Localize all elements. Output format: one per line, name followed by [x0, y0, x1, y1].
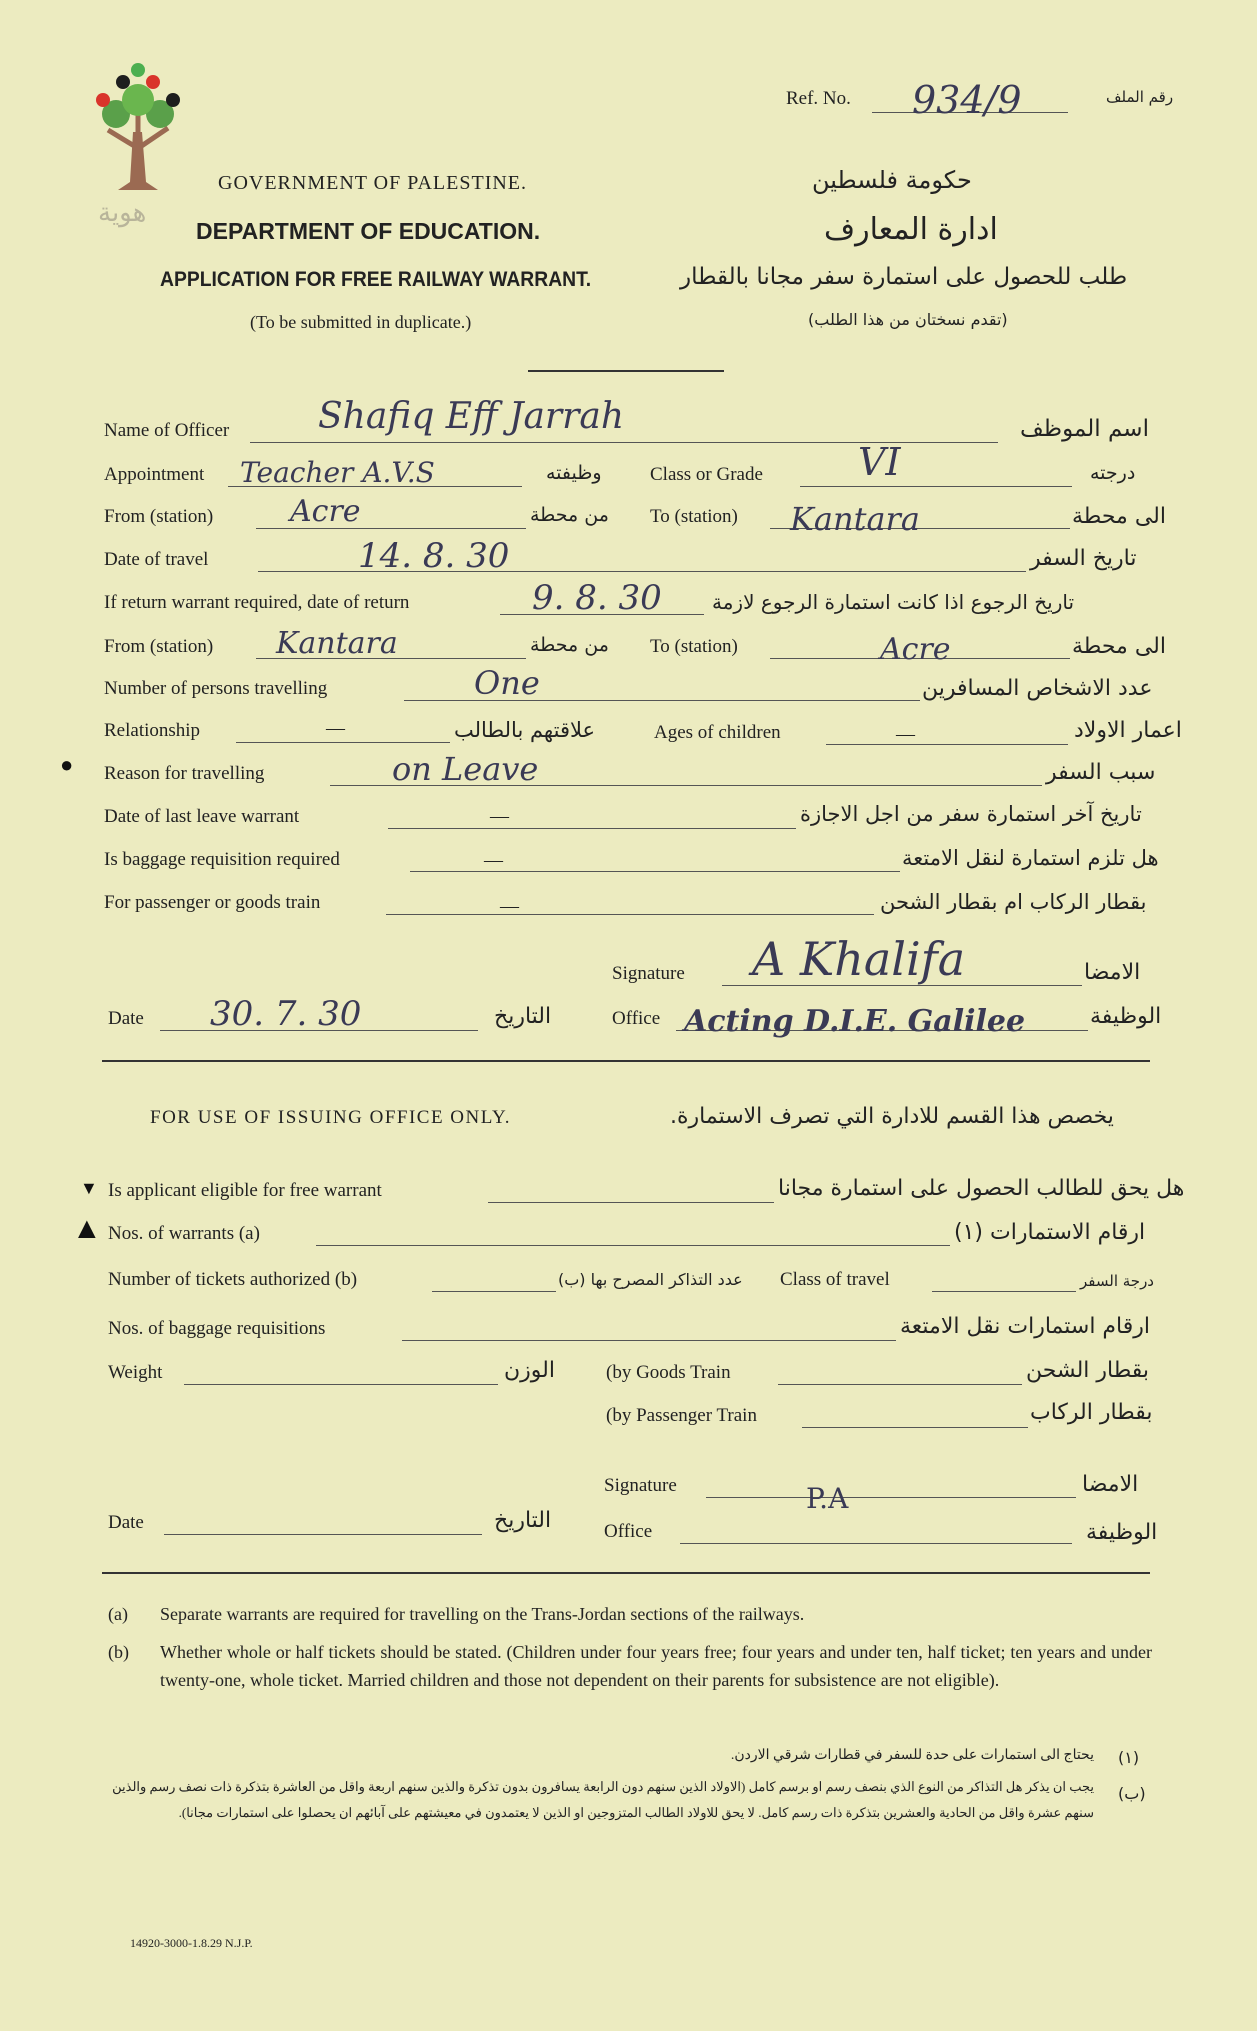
hawiya-logo [78, 52, 198, 192]
appointment-value: Teacher A.V.S [240, 456, 435, 489]
persons-value: One [474, 664, 540, 702]
note-a-text: Separate warrants are required for travelling on the Trans-Jordan sections of the railways. [160, 1604, 805, 1624]
form-title-ar: طلب للحصول على استمارة سفر مجانا بالقطار [680, 264, 1128, 290]
return-label: If return warrant required, date of return [104, 592, 410, 613]
form-title: APPLICATION FOR FREE RAILWAY WARRANT. [160, 268, 592, 291]
date-value: 30. 7. 30 [210, 994, 362, 1034]
from1-value: Acre [290, 494, 361, 529]
name-value: Shafiq Eff Jarrah [318, 396, 624, 437]
to1-value: Kantara [790, 500, 920, 538]
signature-label: Signature [612, 963, 685, 984]
last-leave-label-ar: تاريخ آخر استمارة سفر من اجل الاجازة [800, 802, 1142, 826]
class-value: VI [858, 440, 901, 484]
from1-label: From (station) [104, 506, 214, 527]
office-label-ar: الوظيفة [1090, 1004, 1162, 1029]
baggage-value: — [484, 850, 503, 871]
date-travel-label: Date of travel [104, 549, 209, 570]
logo-caption: هوية [98, 198, 147, 228]
class-label-ar: درجته [1090, 462, 1136, 484]
note-a-marker: (a) [108, 1604, 128, 1624]
ages-value: — [896, 724, 915, 745]
signature-value: A Khalifa [752, 932, 966, 986]
appointment-label: Appointment [104, 464, 205, 485]
name-label: Name of Officer [104, 420, 230, 441]
train-label-ar: بقطار الركاب ام بقطار الشحن [880, 890, 1147, 914]
relationship-label: Relationship [104, 720, 201, 741]
from2-label-ar: من محطة [530, 634, 609, 656]
date-label: Date [108, 1008, 144, 1029]
train-value: — [500, 896, 519, 917]
last-leave-value: — [490, 806, 509, 827]
eligible-label: Is applicant eligible for free warrant [108, 1180, 382, 1201]
note-b-text-ar: يجب ان يذكر هل التذاكر من النوع الذي بنصف رسم او برسم كامل (الاولاد الذين سنهم دون الرابعة يسافرون بدون تذكرة والذين سنهم اربعة واقل من العاشرة بتذكرة ذات نصف رسم والذين سنهم عشرة واقل من الحادية والعشرين بتذكرة ذات رسم كامل. لا يحق للاولاد الطالب المتزوجين او الذين لا يعتمدون في معيشتهم على آبائهم ان يحصلوا على استمارات مجانا). [112, 1779, 1094, 1820]
issuing-office-mark: P.A [806, 1482, 849, 1515]
relationship-value: — [326, 718, 345, 739]
office-value: Acting D.I.E. Galilee [684, 1004, 1026, 1039]
to2-label: To (station) [650, 636, 738, 657]
baggage-req-label-ar: ارقام استمارات نقل الامتعة [900, 1314, 1151, 1339]
eligible-label-ar: هل يحق للطالب الحصول على استمارة مجانا [778, 1176, 1185, 1201]
last-leave-label: Date of last leave warrant [104, 806, 300, 827]
hole-mark: ▼ [80, 1178, 98, 1198]
to2-value: Acre [880, 632, 951, 667]
ref-value: 934/9 [912, 78, 1022, 122]
class-travel-label-ar: درجة السفر [1080, 1272, 1154, 1290]
note-a-text-ar: يحتاج الى استمارات على حدة للسفر في قطارات شرقي الاردن. [730, 1748, 1094, 1763]
gov-title: GOVERNMENT OF PALESTINE. [218, 172, 528, 194]
return-label-ar: تاريخ الرجوع اذا كانت استمارة الرجوع لازمة [712, 590, 1075, 614]
issuing-date-label-ar: التاريخ [494, 1508, 552, 1533]
issuing-office-label: Office [604, 1521, 653, 1542]
issuing-title: FOR USE OF ISSUING OFFICE ONLY. [150, 1107, 511, 1128]
issuing-date-label: Date [108, 1512, 144, 1533]
goods-train-label: (by Goods Train [606, 1362, 731, 1383]
gov-title-ar: حكومة فلسطين [812, 166, 972, 194]
tickets-label-ar: عدد التذاكر المصرح بها (ب) [558, 1270, 743, 1289]
date-label-ar: التاريخ [494, 1004, 552, 1029]
date-travel-value: 14. 8. 30 [358, 536, 510, 576]
passenger-train-label-ar: بقطار الركاب [1030, 1400, 1153, 1425]
signature-label-ar: الامضا [1084, 960, 1141, 985]
issuing-title-ar: يخصص هذا القسم للادارة التي تصرف الاستمارة. [670, 1104, 1114, 1129]
issuing-office-label-ar: الوظيفة [1086, 1520, 1158, 1545]
dept-title: DEPARTMENT OF EDUCATION. [196, 218, 541, 244]
ref-label-ar: رقم الملف [1106, 88, 1174, 106]
ages-label-ar: اعمار الاولاد [1074, 718, 1182, 743]
form-subtitle-ar: (تقدم نسختان من هذا الطلب) [808, 310, 1008, 329]
weight-label: Weight [108, 1362, 163, 1383]
from2-label: From (station) [104, 636, 214, 657]
note-b-text: Whether whole or half tickets should be stated. (Children under four years free; four years and under ten, half ticket; ten years and under twenty-one, whole ticket. Married children and those not dependent on their parents for subsistence are not eligible). [160, 1642, 1152, 1690]
from1-label-ar: من محطة [530, 504, 609, 526]
issuing-signature-label-ar: الامضا [1082, 1472, 1139, 1497]
note-b-marker: (b) [108, 1642, 129, 1662]
warrants-label: Nos. of warrants (a) [108, 1223, 260, 1244]
hole-mark: ● [60, 752, 74, 777]
to2-label-ar: الى محطة [1072, 634, 1166, 659]
form-subtitle: (To be submitted in duplicate.) [250, 312, 472, 332]
return-value: 9. 8. 30 [532, 578, 662, 618]
note-a-marker-ar: (١) [1118, 1748, 1140, 1767]
baggage-label: Is baggage requisition required [104, 849, 340, 870]
reason-label-ar: سبب السفر [1046, 760, 1156, 785]
goods-train-label-ar: بقطار الشحن [1026, 1358, 1150, 1383]
print-code: 14920-3000-1.8.29 N.J.P. [130, 1936, 253, 1950]
relationship-label-ar: علاقتهم بالطالب [454, 718, 596, 742]
note-b-marker-ar: (ب) [1118, 1784, 1146, 1803]
to1-label-ar: الى محطة [1072, 504, 1166, 529]
class-label: Class or Grade [650, 464, 763, 485]
baggage-label-ar: هل تلزم استمارة لنقل الامتعة [902, 846, 1159, 870]
issuing-signature-label: Signature [604, 1475, 677, 1496]
train-label: For passenger or goods train [104, 892, 321, 913]
reason-label: Reason for travelling [104, 763, 265, 784]
name-label-ar: اسم الموظف [1020, 416, 1149, 442]
persons-label-ar: عدد الاشخاص المسافرين [922, 676, 1153, 701]
date-travel-label-ar: تاريخ السفر [1030, 546, 1137, 571]
ref-label: Ref. No. [786, 88, 851, 109]
passenger-train-label: (by Passenger Train [606, 1405, 757, 1426]
dept-title-ar: ادارة المعارف [824, 212, 998, 247]
reason-value: on Leave [392, 750, 539, 788]
warrants-label-ar: ارقام الاستمارات (١) [954, 1220, 1146, 1245]
class-travel-label: Class of travel [780, 1269, 890, 1290]
hole-mark: ▲ [72, 1212, 102, 1245]
appointment-label-ar: وظيفته [546, 462, 602, 484]
from2-value: Kantara [276, 626, 398, 661]
tickets-label: Number of tickets authorized (b) [108, 1269, 358, 1290]
weight-label-ar: الوزن [504, 1358, 555, 1383]
baggage-req-label: Nos. of baggage requisitions [108, 1318, 326, 1339]
persons-label: Number of persons travelling [104, 678, 328, 699]
to1-label: To (station) [650, 506, 738, 527]
ages-label: Ages of children [654, 722, 781, 743]
office-label: Office [612, 1008, 661, 1029]
